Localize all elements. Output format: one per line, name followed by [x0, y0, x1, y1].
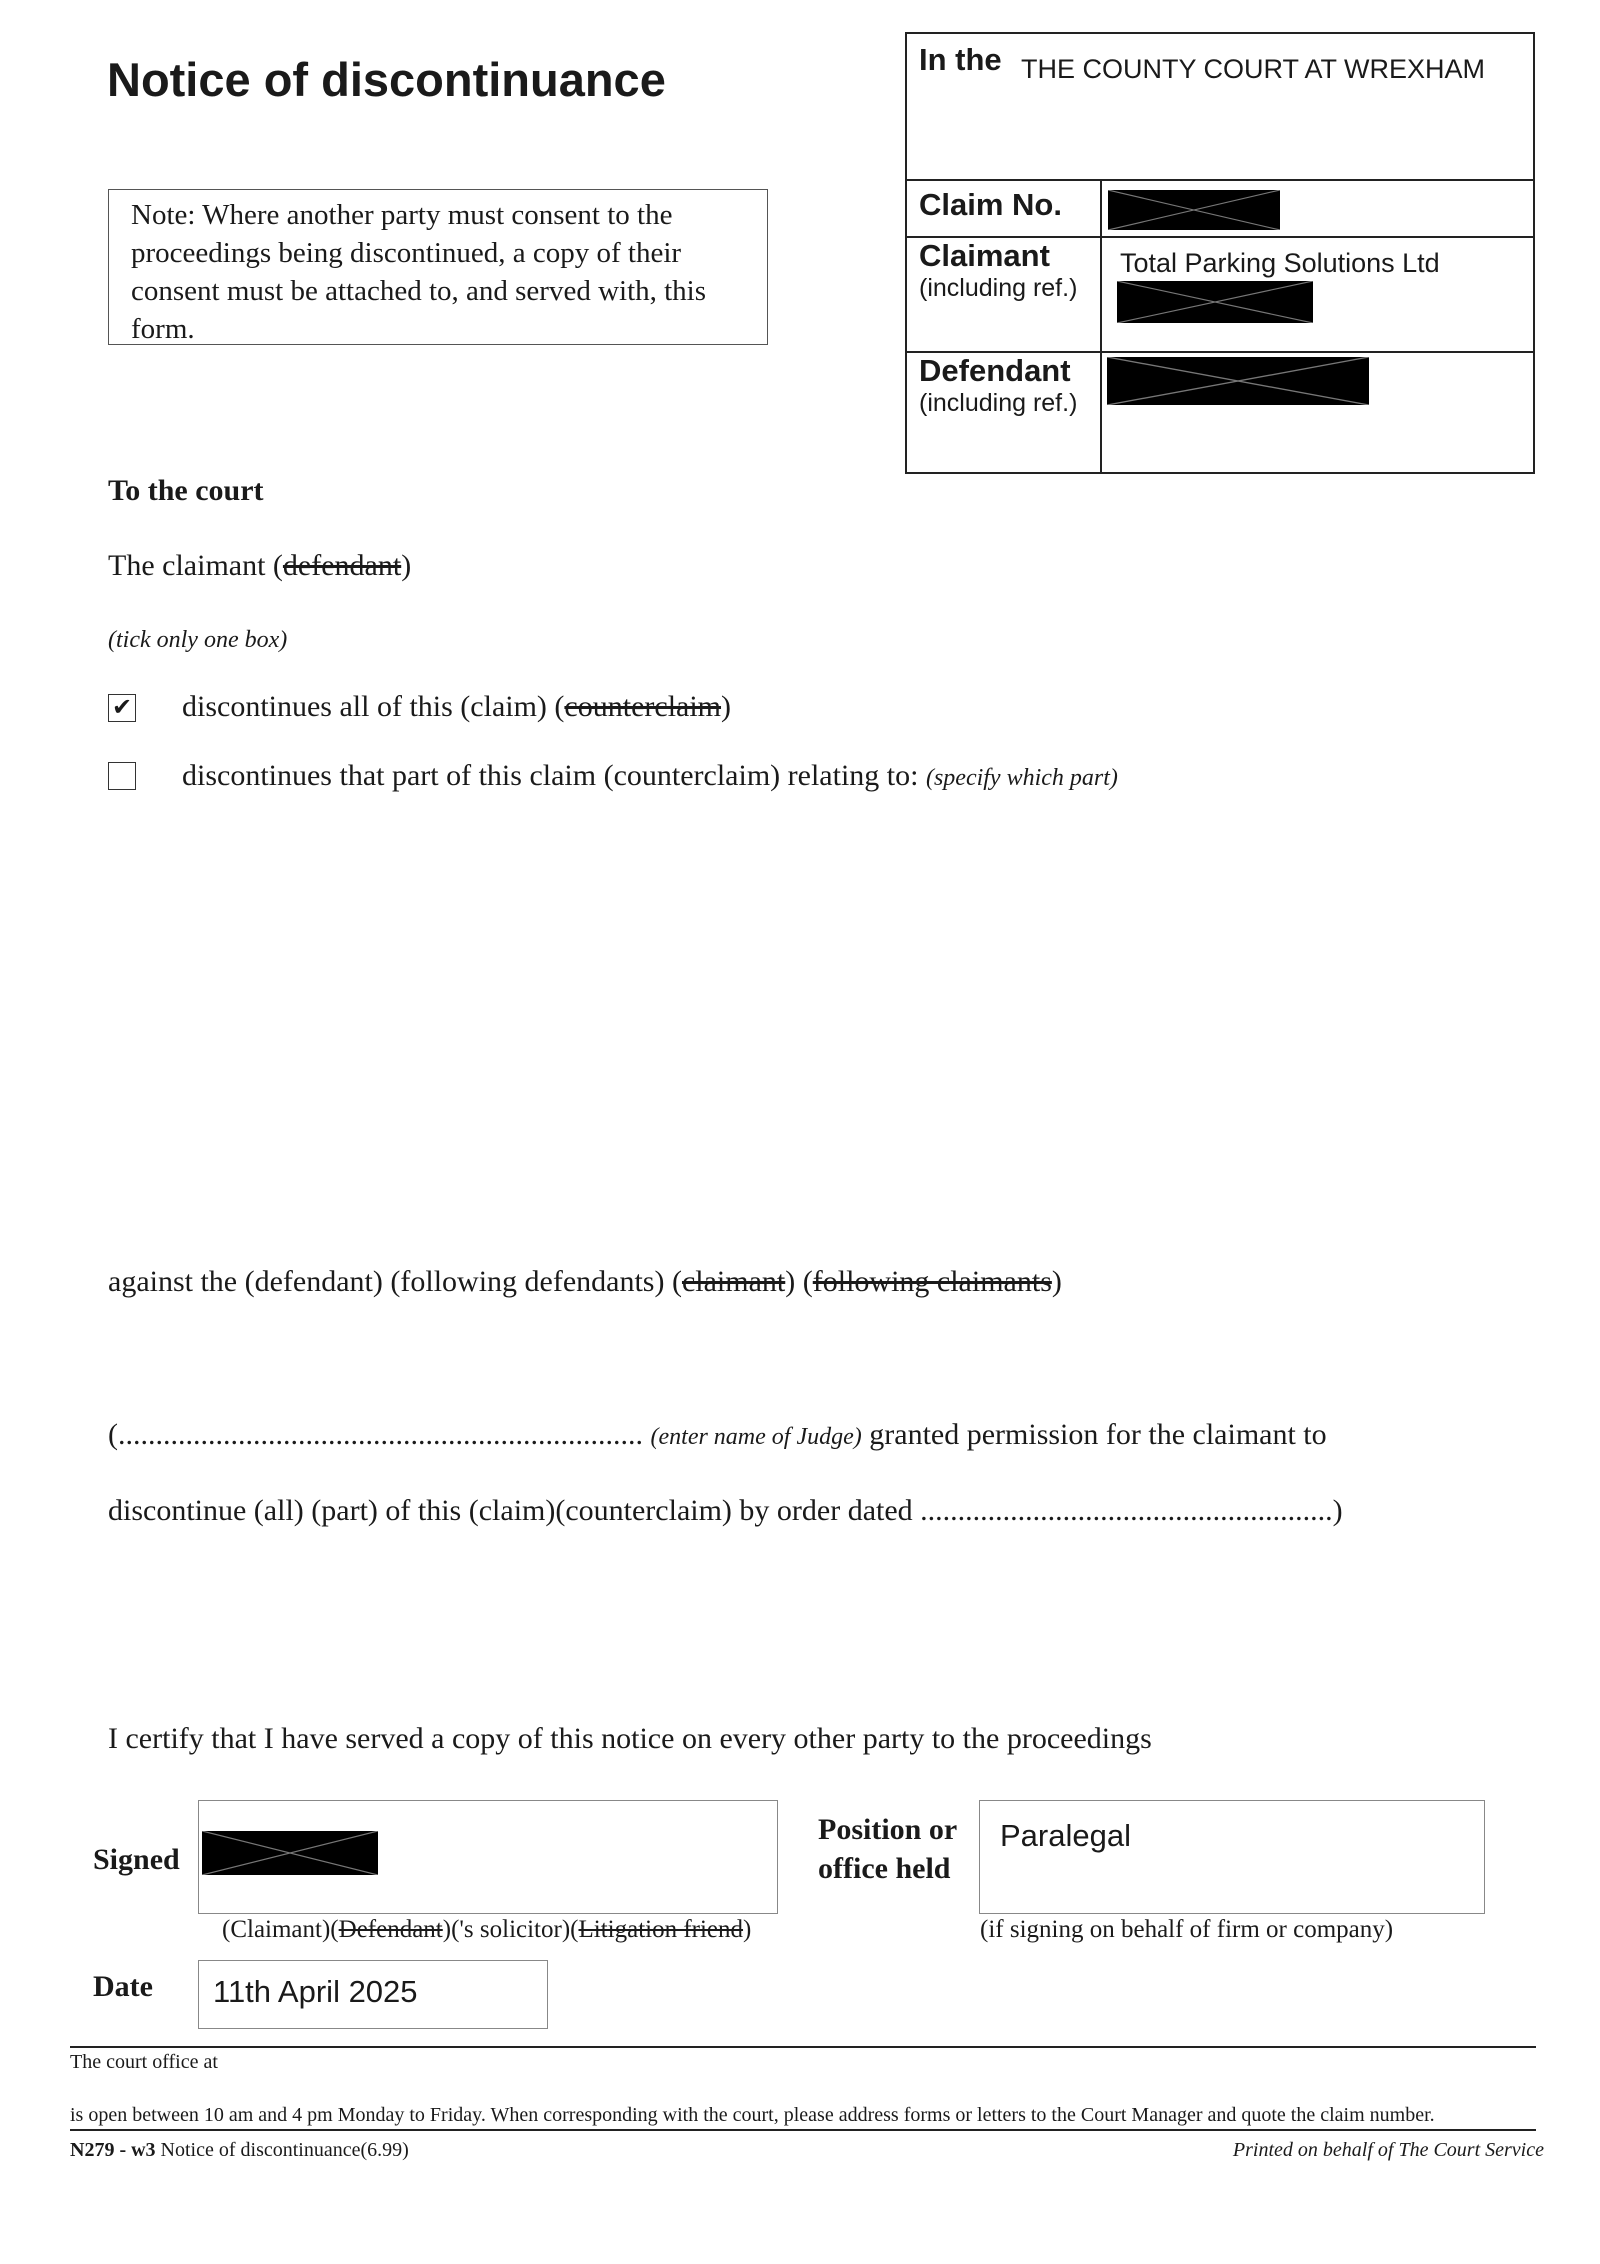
struck-following-claimants: following claimants: [812, 1265, 1052, 1298]
discontinue-order-line: discontinue (all) (part) of this (claim)(counterclaim) by order dated .......................................................): [108, 1494, 1343, 1527]
claimant-sub-label: (including ref.): [919, 274, 1078, 302]
claimant-statement: [108, 549, 411, 583]
printed-by: Printed on behalf of The Court Service: [1232, 2139, 1544, 2161]
signer-caption-close: ): [743, 1916, 752, 1943]
date-field[interactable]: 11th April 2025: [198, 1960, 548, 2029]
redacted-signature: [202, 1831, 378, 1875]
struck-counterclaim: counterclaim: [564, 690, 722, 723]
tick-instruction: (tick only one box): [108, 627, 288, 653]
claimant-row: [907, 236, 1533, 353]
claimant-statement-close: ): [401, 549, 412, 582]
judge-name-hint: (enter name of Judge): [650, 1424, 862, 1450]
option-discontinue-part: [182, 759, 1118, 793]
option-discontinue-all-close: ): [721, 690, 732, 723]
defendant-label: Defendant: [919, 353, 1071, 388]
redacted-defendant: [1107, 357, 1369, 405]
against-text: against the (defendant) (following defendants) (: [108, 1265, 682, 1298]
signer-caption-claimant: (Claimant)(: [222, 1916, 339, 1943]
certify-statement: I certify that I have served a copy of this notice on every other party to the proceedings: [108, 1722, 1152, 1755]
discontinue-all-checkbox[interactable]: [108, 694, 136, 722]
court-name: THE COUNTY COURT AT WREXHAM: [1021, 54, 1486, 84]
page-title: Notice of discontinuance: [107, 53, 666, 106]
check-mark-icon: ✔: [111, 693, 133, 721]
signer-capacity-caption: [222, 1916, 751, 1944]
specify-part-hint: (specify which part): [925, 765, 1118, 791]
court-row: [907, 34, 1533, 181]
form-name: Notice of discontinuance(6.99): [160, 2139, 409, 2161]
against-close: ): [1051, 1265, 1062, 1298]
redacted-claim-number: [1108, 190, 1280, 230]
against-statement: [108, 1265, 1062, 1299]
opening-hours: is open between 10 am and 4 pm Monday to Friday. When corresponding with the court, please address forms or letters to the Court Manager and quote the claim number.: [70, 2104, 1435, 2126]
redacted-claimant-ref: [1117, 281, 1313, 323]
consent-note: Note: Where another party must consent to the proceedings being discontinued, a copy of their consent must be attached to, and served with, this form.: [108, 189, 768, 345]
position-label-line1: Position or: [818, 1813, 958, 1846]
position-field[interactable]: Paralegal: [979, 1800, 1485, 1914]
position-caption: (if signing on behalf of firm or company): [980, 1916, 1394, 1943]
signer-caption-solicitor: )('s solicitor)(: [442, 1916, 579, 1943]
judge-name-dots: (......................................................................: [108, 1418, 643, 1451]
struck-litigation-friend: Litigation friend: [578, 1916, 744, 1943]
struck-defendant: defendant: [282, 549, 402, 582]
option-discontinue-all: [182, 690, 731, 724]
court-office-address: The court office at: [70, 2051, 218, 2073]
judge-permission-line: [108, 1418, 1327, 1452]
option-discontinue-all-text: discontinues all of this (claim) (: [182, 690, 565, 723]
position-label: [818, 1810, 957, 1888]
judge-permission-text: granted permission for the claimant to: [869, 1418, 1327, 1451]
form-reference: [70, 2139, 409, 2162]
court-details-box: [905, 32, 1535, 474]
claimant-name: Total Parking Solutions Ltd: [1120, 248, 1440, 278]
to-the-court-heading: To the court: [108, 474, 264, 507]
struck-defendant-caption: Defendant: [338, 1916, 443, 1943]
signature-field[interactable]: [198, 1800, 778, 1914]
claim-no-label: Claim No.: [919, 187, 1062, 222]
claimant-label: Claimant: [919, 238, 1050, 273]
date-label: Date: [93, 1970, 153, 2003]
option-discontinue-part-text: discontinues that part of this claim (counterclaim) relating to:: [182, 759, 919, 792]
struck-claimant: claimant: [681, 1265, 786, 1298]
defendant-row: [907, 351, 1533, 472]
discontinue-part-checkbox[interactable]: [108, 762, 136, 790]
claimant-statement-text: The claimant (: [108, 549, 283, 582]
position-label-line2: office held: [818, 1852, 951, 1885]
signed-label: Signed: [93, 1843, 180, 1876]
court-box-divider: [1100, 179, 1102, 472]
form-code: N279 - w3: [70, 2139, 156, 2161]
in-the-label: In the: [919, 42, 1002, 77]
defendant-sub-label: (including ref.): [919, 389, 1078, 417]
footer-bottom-rule: [70, 2129, 1536, 2131]
against-mid: ) (: [785, 1265, 813, 1298]
claim-no-row: [907, 179, 1533, 238]
footer-top-rule: [70, 2046, 1536, 2048]
